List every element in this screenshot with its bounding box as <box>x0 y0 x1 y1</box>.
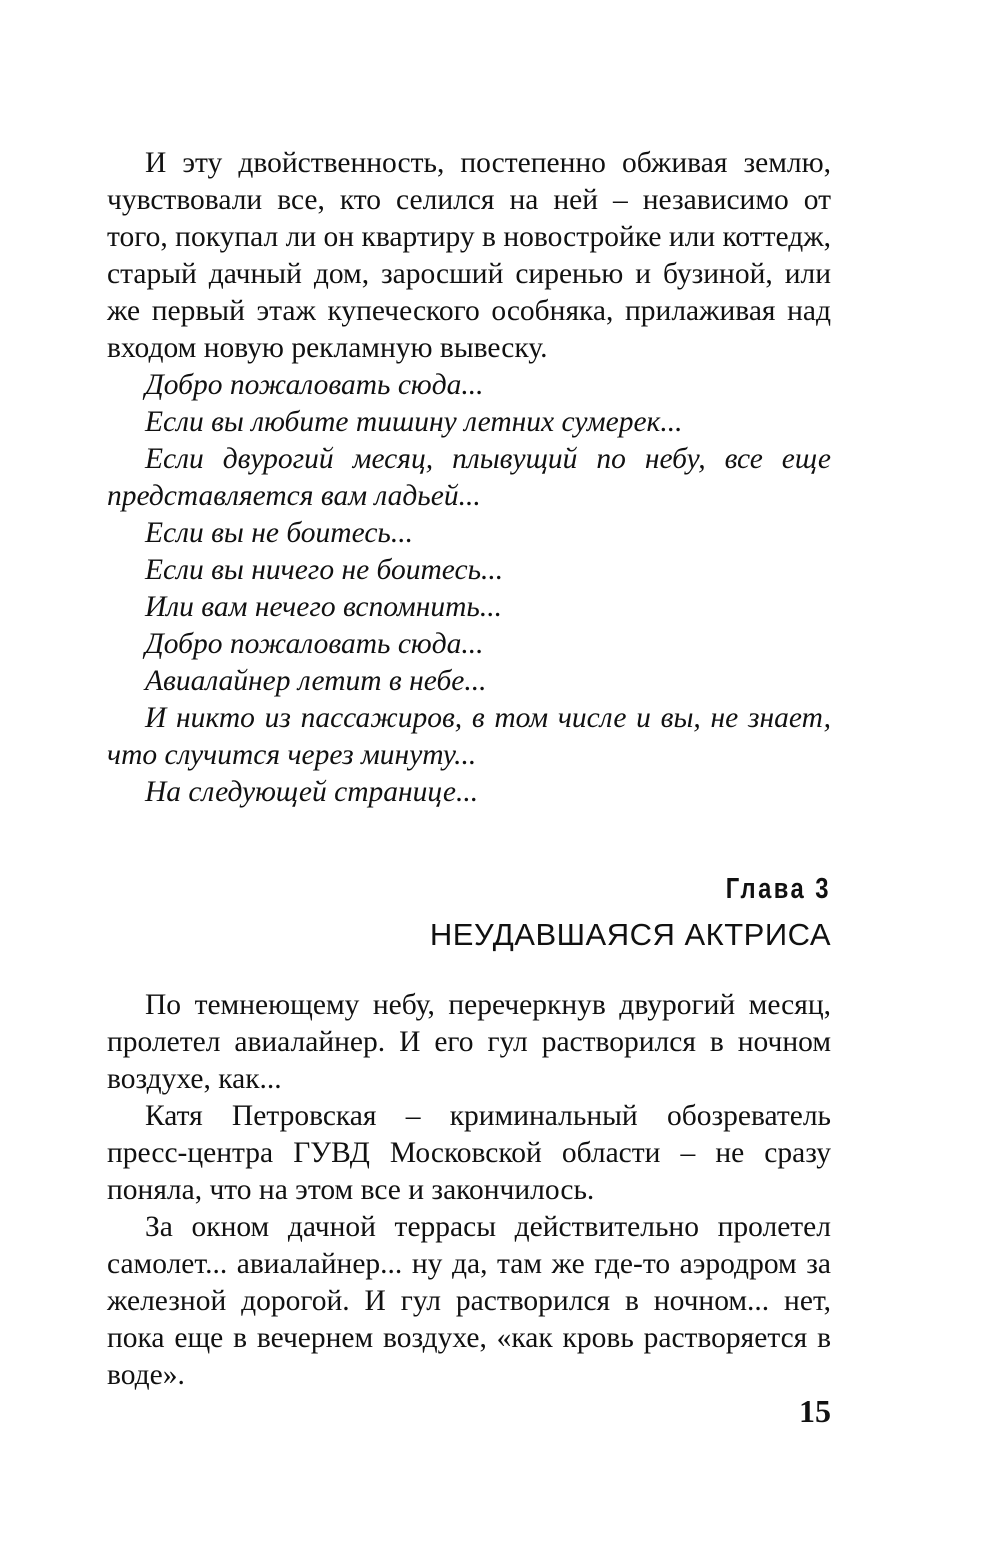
italic-line: Или вам нечего вспомнить... <box>145 591 502 623</box>
italic-line: Добро пожаловать сюда... <box>145 369 484 401</box>
italic-line: Если вы ничего не боитесь... <box>145 554 504 586</box>
italic-line: И никто из пассажиров, в том числе и вы, не знает, что случится через минуту... <box>107 702 831 771</box>
chapter-paragraph: Катя Петровская – криминальный обозреватель пресс-центра ГУВД Московской области – не сразу поняла, что на этом все и закончилось. <box>107 1100 831 1206</box>
chapter-number: Глава 3 <box>725 873 831 905</box>
book-page <box>107 145 831 1394</box>
intro-section <box>107 145 831 811</box>
italic-line: Если двурогий месяц, плывущий по небу, все еще представляется вам ладьей... <box>107 443 831 512</box>
italic-line: На следующей странице... <box>145 776 479 808</box>
chapter-paragraph: За окном дачной террасы действительно пролетел самолет... авиалайнер... ну да, там же где-то аэродром за железной дорогой. И гул растворился в ночном... нет, пока еще в вечернем воздухе, «как кровь растворяется в воде». <box>107 1211 831 1391</box>
chapter-header <box>107 869 831 957</box>
italic-line: Если вы любите тишину летних сумерек... <box>145 406 683 438</box>
intro-paragraph: И эту двойственность, постепенно обживая землю, чувствовали все, кто селился на ней – независимо от того, покупал ли он квартиру в новостройке или коттедж, старый дачный дом, заросший сиренью и бузиной, или же первый этаж купеческого особняка, прилаживая над входом новую рекламную вывеску. <box>107 147 831 364</box>
chapter-title: НЕУДАВШАЯСЯ АКТРИСА <box>429 917 831 952</box>
page-number: 15 <box>799 1393 831 1429</box>
chapter-paragraph: По темнеющему небу, перечеркнув двурогий месяц, пролетел авиалайнер. И его гул растворился в ночном воздухе, как... <box>107 989 831 1095</box>
italic-line: Авиалайнер летит в небе... <box>145 665 487 697</box>
italic-line: Добро пожаловать сюда... <box>145 628 484 660</box>
italic-line: Если вы не боитесь... <box>145 517 413 549</box>
chapter-body <box>107 987 831 1394</box>
